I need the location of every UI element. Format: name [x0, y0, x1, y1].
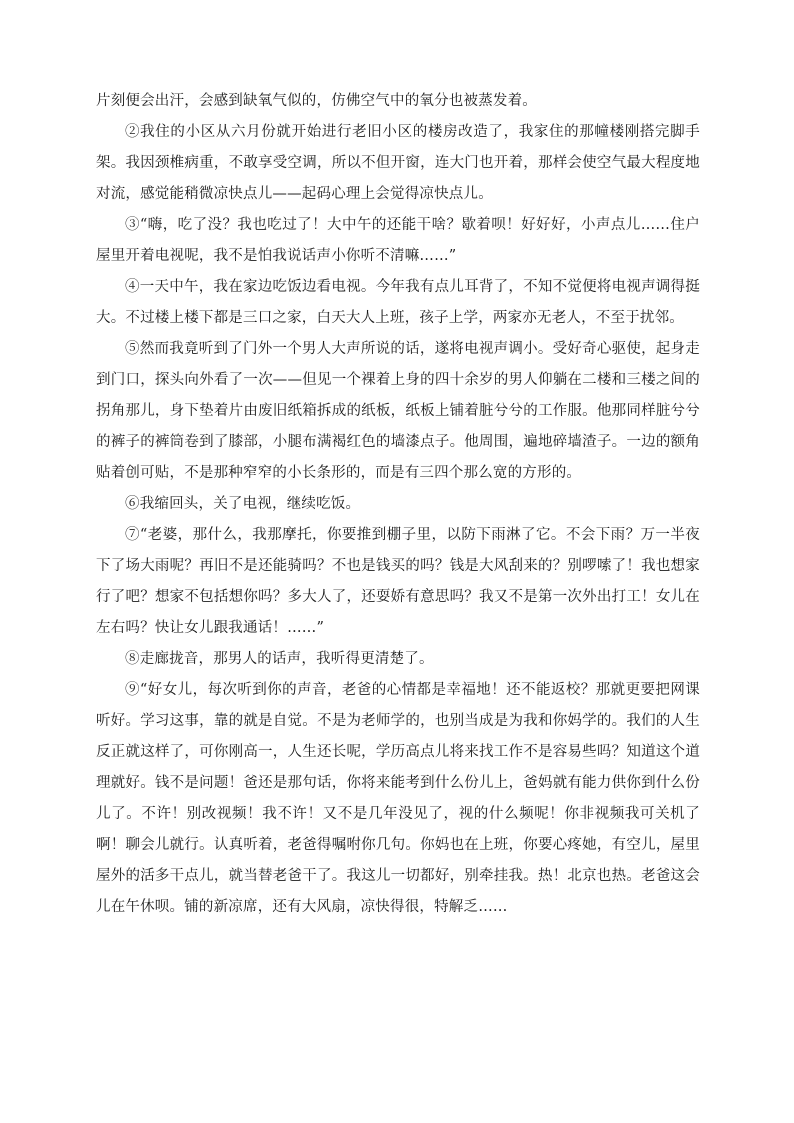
paragraph-5: ⑤然而我竟听到了门外一个男人大声所说的话，遂将电视声调小。受好奇心驱使，起身走到门口，探头向外看了一次——但见一个裸着上身的四十余岁的男人仰躺在二楼和三楼之间的拐角那儿，身下垫着片由废旧纸箱拆成的纸板，纸板上铺着脏兮兮的工作服。他那同样脏兮兮的裤子的裤筒卷到了膝部，小腿布满褐红色的墙漆点子。他周围，遍地碎墙渣子。一边的额角贴着创可贴，不是那种窄窄的小长条形的，而是有三四个那么宽的方形的。 — [96, 341, 700, 481]
paragraph-6: ⑥我缩回头，关了电视，继续吃饭。 — [125, 496, 361, 512]
paragraph-2: ②我住的小区从六月份就开始进行老旧小区的楼房改造了，我家住的那幢楼刚搭完脚手架。我因颈椎病重，不敢享受空调，所以不但开窗，连大门也开着，那样会使空气最大程度地对流，感觉能稍微凉快点儿——起码心理上会觉得凉快点儿。 — [96, 124, 700, 202]
paragraph-3: ③“嗨，吃了没？我也吃过了！大中午的还能干啥？歇着呗！好好好，小声点儿……住户屋里开着电视呢，我不是怕我说话声小你听不清嘛……” — [96, 217, 700, 264]
paragraph-continued: 片刻便会出汗，会感到缺氧气似的，仿佛空气中的氧分也被蒸发着。 — [96, 93, 537, 109]
document-page — [96, 86, 700, 923]
paragraph-4: ④一天中午，我在家边吃饭边看电视。今年我有点儿耳背了，不知不觉便将电视声调得挺大。不过楼上楼下都是三口之家，白天大人上班，孩子上学，两家亦无老人，不至于扰邻。 — [96, 279, 700, 326]
paragraph-9: ⑨“好女儿，每次听到你的声音，老爸的心情都是幸福地！还不能返校？那就更要把网课听好。学习这事，靠的就是自觉。不是为老师学的，也别当成是为我和你妈学的。我们的人生反正就这样了，可你刚高一，人生还长呢，学历高点儿将来找工作不是容易些吗？知道这个道理就好。钱不是问题！爸还是那句话，你将来能考到什么份儿上，爸妈就有能力供你到什么份儿了。不许！别改视频！我不许！又不是几年没见了，视的什么频呢！你非视频我可关机了啊！聊会儿就行。认真听着，老爸得嘱咐你几句。你妈也在上班，你要心疼她，有空儿，屋里屋外的活多干点儿，就当替老爸干了。我这儿一切都好，别牵挂我。热！北京也热。老爸这会儿在午休呗。铺的新凉席，还有大风扇，凉快得很，特解乏…… — [96, 682, 700, 915]
paragraph-7: ⑦“老婆，那什么，我那摩托，你要推到棚子里，以防下雨淋了它。不会下雨？万一半夜下了场大雨呢？再旧不是还能骑吗？不也是钱买的吗？钱是大风刮来的？别啰嗦了！我也想家行了吧？想家不包括想你吗？多大人了，还耍娇有意思吗？我又不是第一次外出打工！女儿在左右吗？快让女儿跟我通话！……” — [96, 527, 700, 636]
paragraph-8: ⑧走廊拢音，那男人的话声，我听得更清楚了。 — [125, 651, 434, 667]
